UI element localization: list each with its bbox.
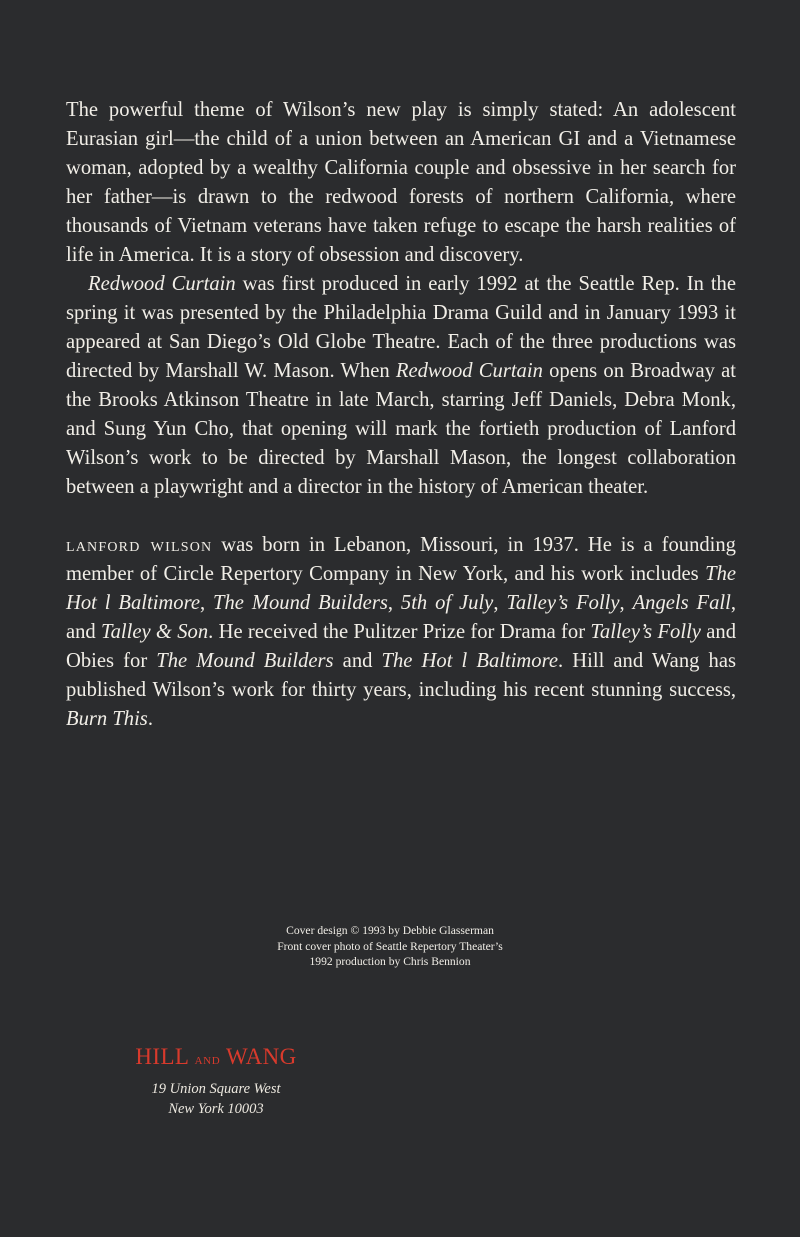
work-title: Burn This: [66, 708, 148, 730]
logo-word-hill: HILL: [135, 1044, 195, 1069]
logo-word-wang: WANG: [220, 1044, 297, 1069]
author-name: lanford wilson: [66, 534, 213, 556]
play-title: Redwood Curtain: [88, 273, 236, 295]
bio-text: was born in Lebanon, Missouri, in 1937. He is a founding member of Circle Repertory Company in New York, and his work includes: [66, 534, 736, 585]
bio-separator: ,: [493, 592, 507, 614]
productions-text: opens on Broadway at the Brooks Atkinson Theatre in late March, starring Jeff Daniels, Debra Monk, and Sung Yun Cho, that opening will mark the fortieth production of Lanford Wilson’s work to be directed by Marshall Mason, the longest collaboration between a playwright and a director in the history of American theater.: [66, 360, 736, 498]
cover-credits: [160, 923, 620, 970]
bio-text: . He received the Pulitzer Prize for Drama for: [208, 621, 591, 643]
bio-separator: ,: [619, 592, 633, 614]
blurb-paragraph-productions: [66, 270, 736, 502]
work-title: The Hot l Baltimore: [66, 563, 736, 614]
credit-line: Front cover photo of Seattle Repertory Theater’s: [277, 939, 503, 953]
blurb-column: [66, 96, 736, 734]
credit-line: 1992 production by Chris Bennion: [309, 955, 471, 968]
play-title: Redwood Curtain: [395, 360, 543, 382]
work-title: 5th of July: [400, 592, 494, 614]
publisher-logo: [106, 1042, 326, 1075]
bio-text: and: [333, 650, 382, 672]
address-line: New York 10003: [168, 1101, 264, 1117]
productions-text: was first produced in early 1992 at the Seattle Rep. In the spring it was presented by the Philadelphia Drama Guild and in January 1993 it appeared at San Diego’s Old Globe Theatre. Each of the three productions was directed by Marshall W. Mason. When: [66, 273, 736, 382]
address-line: 19 Union Square West: [151, 1081, 281, 1097]
publisher-block: [106, 1042, 326, 1119]
work-title: The Mound Builders: [213, 592, 388, 614]
work-title: The Mound Builders: [156, 650, 334, 672]
work-title: Angels Fall: [632, 592, 731, 614]
blurb-paragraph-theme: [66, 96, 736, 270]
publisher-address: [106, 1079, 326, 1119]
work-title: Talley’s Folly: [590, 621, 701, 643]
logo-word-and: and: [194, 1052, 221, 1068]
bio-separator: ,: [200, 592, 214, 614]
work-title: Talley’s Folly: [506, 592, 620, 614]
work-title: Talley & Son: [101, 621, 209, 643]
work-title: The Hot l Baltimore: [381, 650, 558, 672]
bio-separator: ,: [387, 592, 401, 614]
bio-text: . Hill and Wang has published Wilson’s work for thirty years, including his recent stunning success,: [66, 650, 736, 701]
author-bio: [66, 531, 736, 734]
bio-text: and Obies for: [66, 621, 736, 672]
blurb-theme-text: The powerful theme of Wilson’s new play is simply stated: An adolescent Eurasian girl—the child of a union between an American GI and a Vietnamese woman, adopted by a wealthy California couple and obsessive in her search for her father—is drawn to the redwood forests of northern California, where thousands of Vietnam veterans have taken refuge to escape the harsh realities of life in America. It is a story of obsession and discovery.: [66, 99, 736, 266]
bio-text: .: [147, 708, 153, 730]
credit-line: Cover design © 1993 by Debbie Glasserman: [286, 924, 494, 937]
bio-separator: , and: [66, 592, 736, 643]
